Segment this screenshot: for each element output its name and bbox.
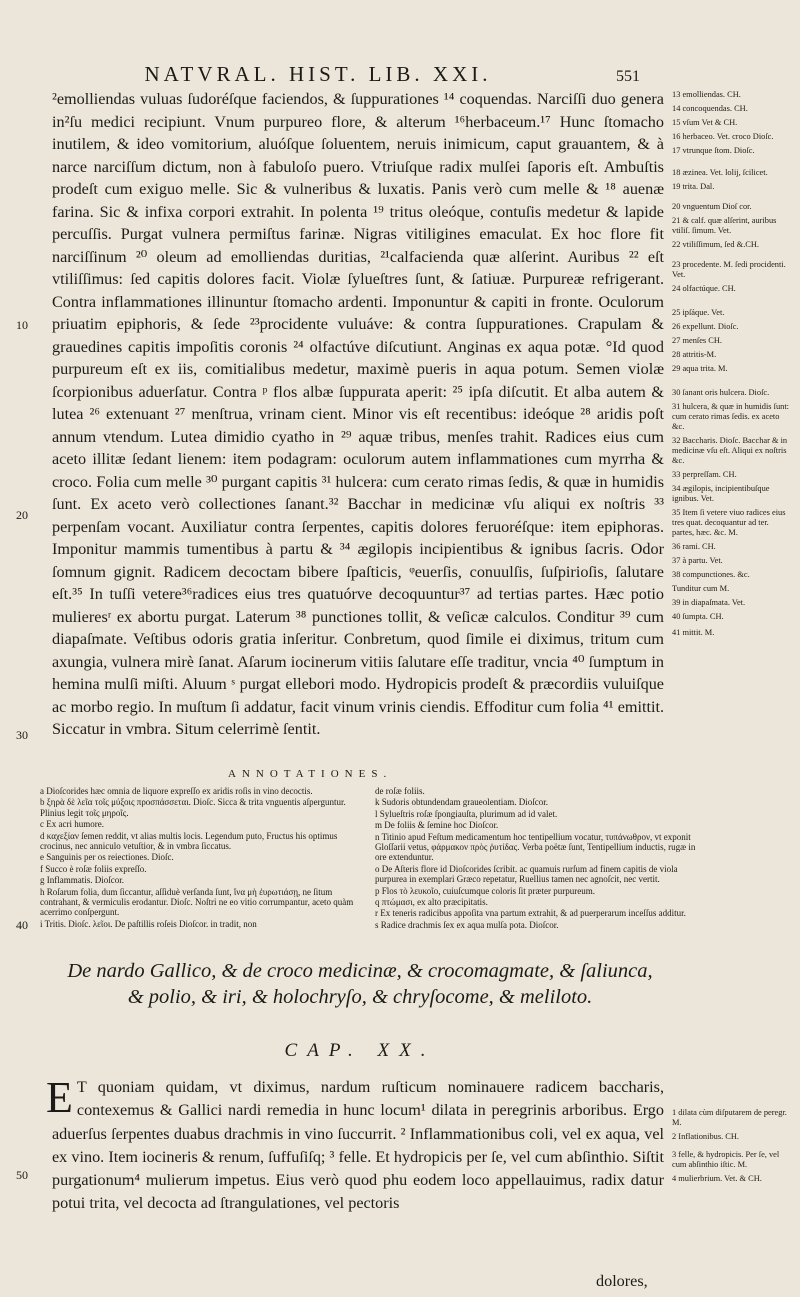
chapter-text [46, 1073, 664, 1216]
annotation: i Tritis. Dioſc. λεῖοι. De paſtillis roſeis Dioſcor. in tradit, non [40, 918, 257, 929]
sidenote: 41 mittit. M. [672, 628, 715, 637]
sidenote: 23 procedente. M. ſedi procidenti. Vet. [672, 260, 786, 279]
sidenote: 21 & calf. quæ alſerint, auribus vtiliſ. ſimum. Vet. [672, 216, 777, 235]
sidenote: 14 concoquendas. CH. [672, 104, 748, 113]
annotation: l Sylueſtris roſæ ſpongiauſta, plurimum ad id valet. [375, 808, 558, 819]
sidenote: 34 ægilopis, incipientibuſque ignibus. Vet. [672, 484, 770, 503]
chapter-title-line: & polio, & iri, & holochryſo, & chryſocome, & meliloto. [127, 986, 593, 1008]
catchword: dolores, [596, 1272, 648, 1290]
sidenote: 24 olfactúque. CH. [672, 284, 736, 293]
annotation: f Succo è roſæ foliis expreſſo. [40, 863, 147, 874]
line-number: 30 [16, 728, 28, 742]
chapter-title [40, 958, 680, 1010]
sidenote: Tunditur cum M. [672, 584, 730, 593]
line-number: 50 [16, 1168, 28, 1182]
sidenote: 35 Item ſi vetere viuo radices eius tres quat. decoquantur ad ter. partes, hæc. &c. M. [672, 508, 786, 537]
sidenote: 32 Baccharis. Dioſc. Bacchar & in medicinæ vſu eſt. Aliqui ex noſtris &c. [672, 436, 788, 465]
chapter-paragraph: T quoniam quidam, vt diximus, nardum ruſticum nominauere radicem baccharis, contexemus & Gallici nardi remedia in hunc locum¹ dilata in peregrinis arboribus. Ergo aduerſus ſerpentes duabus drachmis in vino ſuccurrit. ² Inflammationibus coli, vel ex aqua, vel ex vino. Item iocineris & renum, ſuffuſiſq; ³ felle. Et hydropicis per ſe, vel cum abſinthio. Siſtit purgationum⁴ mulierum impetus. Eius verò quod phu eodem loco appellauimus, radix datur potui trita, vel decocta ad ſtrangulationes, vel pectoris [52, 1078, 664, 1213]
sidenote: 36 rami. CH. [672, 542, 716, 551]
sidenotes-lower [672, 1108, 792, 1188]
sidenote: 37 à partu. Vet. [672, 556, 723, 565]
sidenote: 15 vſum Vet & CH. [672, 118, 738, 127]
sidenote: 40 ſumpta. CH. [672, 612, 724, 621]
annotations-left-column [40, 786, 361, 931]
annotation: p Flos τὸ λευκοῖο, cuiuſcumque coloris ſit præter purpureum. [375, 885, 595, 896]
sidenote: 20 vnguentum Dioſ cor. [672, 202, 752, 211]
sidenote: 38 compunctiones. &c. [672, 570, 750, 579]
sidenote: 4 mulierbrium. Vet. & CH. [672, 1174, 762, 1183]
line-number: 10 [16, 318, 28, 332]
sidenote: 19 trita. Dal. [672, 182, 715, 191]
annotation: r Ex teneris radicibus appoſita vna partum extrahit, & ad puerperarum inceſſus additur. [375, 908, 686, 919]
annotation: c Ex acri humore. [40, 819, 104, 830]
annotation: d καχεξίαν ſemen reddit, vt alias multis locis. Legendum puto, Fructus his optimus crocinus, nec anniculo vetuſtior, & in vmbra ſiccatus. [40, 830, 338, 852]
annotations-block [40, 786, 696, 931]
sidenote: 17 vtrunque ſtom. Dioſc. [672, 146, 755, 155]
sidenote: 22 vtiliſſimum, ſed &.CH. [672, 240, 760, 249]
annotations-heading: ANNOTATIONES. [228, 768, 393, 780]
annotation: g Inflammatis. Dioſcor. [40, 875, 124, 886]
running-title: NATVRAL. HIST. LIB. XXI. [144, 62, 492, 86]
annotation: m De foliis & ſemine hoc Dioſcor. [375, 820, 499, 831]
sidenote: 28 attritis-M. [672, 350, 717, 359]
sidenotes-upper [672, 90, 792, 642]
annotation: e Sanguinis per os reiectiones. Dioſc. [40, 852, 174, 863]
sidenote: 30 ſanant oris hulcera. Dioſc. [672, 388, 770, 397]
annotation: h Roſarum folia, dum ſiccantur, aſſiduè verſanda ſunt, ἵνα μὴ ἐυρωτιάσῃ, ne ſitum contrahant, & vermiculis erodantur. Dioſc. Noſtri ne eo vitio corrumpantur, aceto quàm acerrimo conſpergunt. [40, 886, 354, 918]
page-number: 551 [616, 68, 640, 85]
sidenote: 3 felle, & hydropicis. Per ſe, vel cum abſinthio iſtic. M. [672, 1150, 780, 1169]
sidenote: 16 herbaceo. Vet. croco Dioſc. [672, 132, 774, 141]
sidenote: 33 perpreſſam. CH. [672, 470, 737, 479]
line-number: 20 [16, 508, 28, 522]
annotation: q πτώμασι, ex alto præcipitatis. [375, 897, 488, 908]
sidenote: 27 menſes CH. [672, 336, 723, 345]
sidenote: 31 hulcera, & quæ in humidis ſunt: cum cerato rimas ſedis. ex aceto &c. [672, 402, 790, 431]
annotations-right-column [375, 786, 696, 931]
main-paragraph: ²emolliendas vuluas ſudoréſque faciendos, & ſuppurationes ¹⁴ coquendas. Narciſſi duo genera in²ſu medici recipiunt. Vnum purpureo flore, & alterum ¹⁶herbaceum.¹⁷ Hunc ſtomacho inutilem, & ideo vomitorium, aluóſque ſoluentem, neruis inimicum, caput grauantem, & à narce narciſſum dictum, non à fabuloſo puero. Vtriuſque radix mulſei ſaporis eſt. Ambuſtis prodeſt cum exiguo melle. Sic & vulneribus & luxatis. Panis verò cum melle & ¹⁸ auenæ farina. Sic & infixa corpori extrahit. In polenta ¹⁹ tritus oleóque, contuſis medetur & lapide percuſſis. Purgat vulnera permiſtus farinæ. Nigras vitiligines emaculat. Ex hoc flore fit narciſſinum ²⁰ oleum ad emolliendas duritias, ²¹calfacienda quæ alſerint. Auribus ²² eſt vtiliſſimus: ſed capitis dolores facit. Violæ ſylueſtres ſunt, & ſatiuæ. Purpureæ refrigerant. Contra inflammationes illinuntur ſtomacho ardenti. Imponuntur & capiti in fronte. Oculorum priuatim epiphoris, & ſede ²³procidente vuluáve: & contra ſuppurationes. Crapulam & grauedines capitis impoſitis coronis ²⁴ olfactúve diſcutiunt. Anginas ex aqua potæ. °Id quod purpureum eſt ex iis, comitialibus medetur, maximè pueris in aqua potum. Semen violæ ſcorpionibus aduerſatur. Contra ᵖ flos albæ ſuppurata aperit: ²⁵ ipſa diſcutit. Et alba autem & lutea ²⁶ extenuant ²⁷ menſtrua, vrinam cient. Minor vis eſt recentibus: ideóque ²⁸ aridis poſt annum vtendum. Lutea dimidio cyatho in ²⁹ aquæ tribus, menſes trahit. Radices eius cum aceto illitæ ſedant lienem: item podagram: oculorum autem inflammationes cum myrrha & croco. Folia cum melle ³⁰ purgant capitis ³¹ hulcera: cum cerato rimas ſedis, & quæ in humidis ſunt. Ex aceto verò collectiones ſanant.³² Bacchar in medicinæ vſu aliqui ex noſtris ³³ perpenſam vocant. Auxiliatur contra ſerpentes, capitis dolores feruoréſque: item epiphoras. Imponitur mammis tumentibus à partu & ³⁴ ægilopis incipientibus & ignibus ſacris. Odor ſomnum gignit. Radicem decoctam bibere ſpaſticis, ᵠeuerſis, conuulſis, ſuſpirioſis, ſalutare eſt.³⁵ In tuſſi vetere³⁶radices eius tres quatuórve decoquuntur³⁷ ad tertias partes. Hæc potio mulieresʳ ex abortu purgat. Laterum ³⁸ punctiones tollit, & veſicæ calculos. Conditur ³⁹ cum diapaſmate. Veſtibus odoris gratia inſeritur. Conbretum, quod ſimile ei diximus, tritum cum axungia, vulnera mirè ſanat. Aſarum iocinerum vitiis ſalutare eſſe traditur, vncia ⁴⁰ ſumptum in hemina mulſi miſti. Aluum ˢ purgat ellebori modo. Hydropicis prodeſt & præcordiis vuluiſque ac morbo regio. In muſtum ſi addatur, facit vinum vrinis ciendis. Effoditur cum folia ⁴¹ emittit. Siccatur in vmbra. Situm celerrimè ſentit. [52, 90, 664, 738]
line-number: 40 [16, 918, 28, 932]
annotation: s Radice drachmis ſex ex aqua mulſa pota. Dioſcor. [375, 919, 559, 930]
annotation: o De Aſteris flore id Dioſcorides ſcribit. ac quamuis rurſum ad finem capitis de viola purpurea in exemplari Græco repetatur, Ruellius tamen nec agnoſcit, nec vertit. [375, 863, 678, 885]
annotation: k Sudoris obtundendam graueolentiam. Dioſcor. [375, 797, 548, 808]
annotation: b ξηρὰ δὲ λεῖα τοῖς μύξοις προσπάσσεται. Dioſc. Sicca & trita vnguentis aſperguntur. Plinius legit τοῖς μηροῖς. [40, 797, 346, 818]
chapter-title-line: De nardo Gallico, & de croco medicinæ, & crocomagmate, & ſaliunca, [67, 960, 653, 982]
sidenote: 18 æzinea. Vet. lolij, ſcilicet. [672, 168, 768, 177]
annotation: de roſæ foliis. [375, 786, 425, 796]
sidenote: 1 dilata cùm diſputarem de peregr. M. [672, 1108, 787, 1127]
sidenote: 39 in diapaſmata. Vet. [672, 598, 746, 607]
sidenote: 26 expellunt. Dioſc. [672, 322, 739, 331]
chapter-label: CAP. XX. [284, 1040, 436, 1061]
sidenote: 29 aqua trita. M. [672, 364, 728, 373]
annotation: a Dioſcorides hæc omnia de liquore expreſſo ex aridis roſis in vino decoctis. [40, 786, 313, 796]
main-text-block [52, 88, 664, 741]
annotation: n Titinio apud Feſtum medicamentum hoc tentipellium vocatur, τυπάνωθρον, vt exponit Gloſſarii vetus, φάρμακον πρὸς ῥυτίδας. Verba poëtæ ſunt, Tentipellium inductis, rugæ in ore extenduntur. [375, 831, 696, 863]
sidenote: 2 Inflationibus. CH. [672, 1132, 739, 1141]
sidenote: 13 emolliendas. CH. [672, 90, 741, 99]
sidenote: 25 ipſáque. Vet. [672, 308, 725, 317]
drop-capital: E [46, 1073, 73, 1122]
page-header [20, 62, 640, 87]
